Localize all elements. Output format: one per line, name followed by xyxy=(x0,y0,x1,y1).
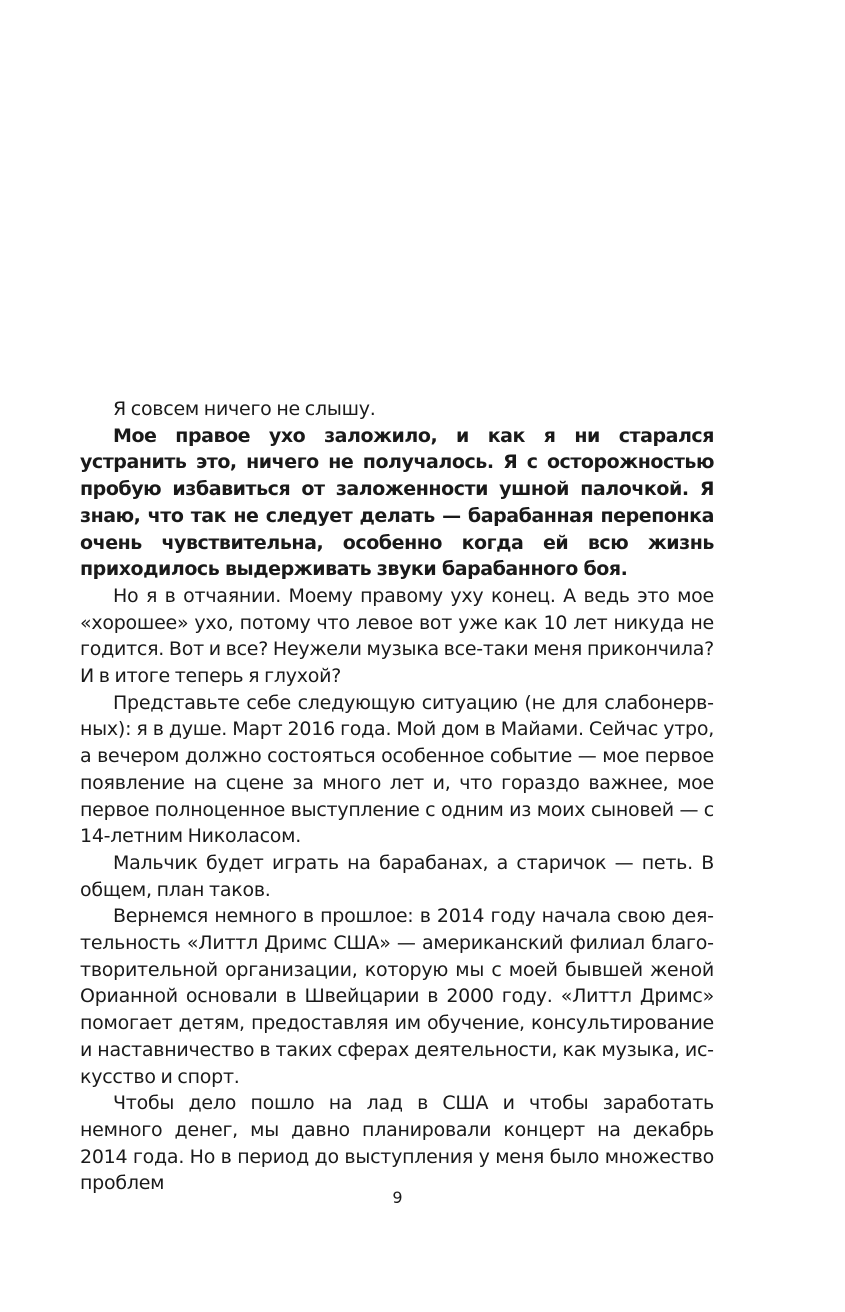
paragraph-6: Вернемся немного в прошлое: в 2014 году начала свою деятельность «Литтл Дримс США» — американский филиал благотворительной организации, которую мы с моей бывшей женой Орианной основали в Швейцарии в 2000 году. «Литтл Дримс» помогает детям, предоставляя им обучение, консультирование и наставничество в таких сферах деятельности, как музыка, искусство и спорт. xyxy=(80,905,714,1088)
page-number: 9 xyxy=(392,1188,403,1207)
paragraph-5: Мальчик будет играть на барабанах, а старичок — петь. В общем, план таков. xyxy=(80,851,714,901)
paragraph-7: Чтобы дело пошло на лад в США и чтобы заработать немного денег, мы давно планировали концерт на декабрь 2014 года. Но в период до выступления у меня было множество проблем xyxy=(80,1092,714,1195)
paragraph-4: Представьте себе следующую ситуацию (не для слабонервных): я в душе. Март 2016 года. Мой дом в Майами. Сейчас утро, а вечером должно состояться особенное событие — мое первое появление на сцене за много лет и, что гораздо важнее, мое первое полноценное выступление с одним из моих сыновей — с 14-летним Николасом. xyxy=(80,691,714,848)
paragraph-3: Но я в отчаянии. Моему правому уху конец. А ведь это мое «хорошее» ухо, потому что левое вот уже как 10 лет никуда не годится. Вот и все? Неужели музыка все-таки меня прикончила? И в итоге теперь я глухой? xyxy=(80,584,714,688)
body-text xyxy=(80,396,714,1197)
paragraph-2-bold: Мое правое ухо заложило, и как я ни старался устранить это, ничего не получалось. Я с осторожностью пробую избавиться от заложенности ушной палочкой. Я знаю, что так не следует делать — барабанная перепонка очень чувствительна, особенно когда ей всю жизнь приходилось выдерживать звуки барабанного боя. xyxy=(80,424,714,581)
paragraph-1: Я совсем ничего не слышу. xyxy=(113,398,376,420)
